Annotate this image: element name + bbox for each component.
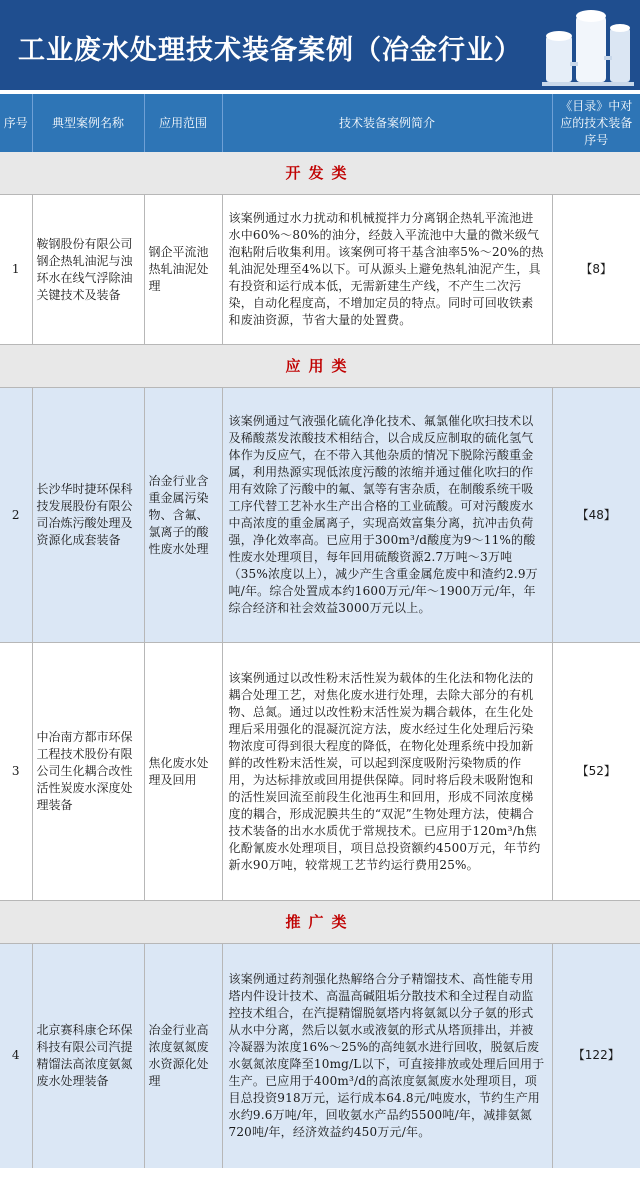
application-scope: 焦化废水处理及回用 (144, 643, 222, 901)
header-description: 技术装备案例简介 (222, 94, 552, 152)
table-row (0, 195, 640, 345)
water-tank-illustration (542, 6, 634, 86)
category-label: 推广类 (0, 901, 640, 944)
catalog-ref: 【8】 (552, 195, 640, 345)
catalog-ref: 【48】 (552, 388, 640, 643)
case-description: 该案例通过药剂强化热解络合分子精馏技术、高性能专用塔内件设计技术、高温高碱阻垢分散技术和全过程自动监控技术组合，在汽提精馏脱氨塔内将氨氮以分子氨的形式从水中分离，然后以氨水或液氨的形式从塔顶排出，并被冷凝器为浓度16%～25%的高纯氨水进行回收，脱氨后废水氨氮浓度降至10mg/L以下，可直接排放或处理后回用于生产。已应用于400m³/d的高浓度氨氮废水处理项目，项目总投资918万元，运行成本64.8元/吨废水，节约生产用水约9.6万吨/年，回收氨水产品约5500吨/年，减排氨氮720吨/年，经济效益约450万元/年。 (222, 944, 552, 1168)
case-table (0, 94, 640, 1168)
catalog-ref: 【122】 (552, 944, 640, 1168)
case-description: 该案例通过水力扰动和机械搅拌力分离钢企热轧平流池进水中60%～80%的油分，经鼓入平流池中大量的微米级气泡粘附后收集利用。该案例可将干基含油率5%～20%的热轧油泥处理至4%以下。可从源头上避免热轧油泥产生，具有投资和运行成本低，无需新建生产线，不产生二次污染，自动化程度高，不增加定员的特点。同时可回收铁素和废油资源，节省大量的处置费。 (222, 195, 552, 345)
header-catalog-ref: 《目录》中对应的技术装备序号 (552, 94, 640, 152)
header-case-name: 典型案例名称 (32, 94, 144, 152)
category-row (0, 901, 640, 944)
category-label: 应用类 (0, 345, 640, 388)
header-scope: 应用范围 (144, 94, 222, 152)
application-scope: 钢企平流池热轧油泥处理 (144, 195, 222, 345)
case-name: 鞍钢股份有限公司钢企热轧油泥与浊环水在线气浮除油关键技术及装备 (32, 195, 144, 345)
catalog-ref: 【52】 (552, 643, 640, 901)
page-title: 工业废水处理技术装备案例（冶金行业） (18, 35, 522, 66)
table-row (0, 388, 640, 643)
category-row (0, 152, 640, 195)
case-name: 长沙华时捷环保科技发展股份有限公司冶炼污酸处理及资源化成套装备 (32, 388, 144, 643)
table-row (0, 643, 640, 901)
category-label: 开发类 (0, 152, 640, 195)
table-header-row (0, 94, 640, 152)
row-index: 2 (0, 388, 32, 643)
case-name: 中冶南方都市环保工程技术股份有限公司生化耦合改性活性炭废水深度处理装备 (32, 643, 144, 901)
case-name: 北京赛科康仑环保科技有限公司汽提精馏法高浓度氨氮废水处理装备 (32, 944, 144, 1168)
row-index: 3 (0, 643, 32, 901)
category-row (0, 345, 640, 388)
case-description: 该案例通过气液强化硫化净化技术、氟氯催化吹扫技术以及稀酸蒸发浓酸技术相结合，以合成反应制取的硫化氢气体作为反应气，在不带入其他杂质的情况下脱除污酸重金属，利用热源实现低浓度污酸的浓缩并通过催化吹扫的作用有效除了污酸中的氟、氯等有害杂质，在制酸系统干吸工序代替工艺补水生产出合格的工业硫酸。可对污酸废水中高浓度的重金属离子，实现高效富集分离，抗冲击负荷强，净化效率高。已应用于300m³/d酸度为9～11%的酸性废水处理项目，每年回用硫酸资源2.7万吨～3万吨（35%浓度以上），减少产生含重金属危废中和渣约2.9万吨/年。综合处置成本约1600万元/年～1900万元/年，年综合经济和社会效益3000万元以上。 (222, 388, 552, 643)
header-index: 序号 (0, 94, 32, 152)
row-index: 4 (0, 944, 32, 1168)
table-row (0, 944, 640, 1168)
case-description: 该案例通过以改性粉末活性炭为载体的生化法和物化法的耦合处理工艺，对焦化废水进行处理，去除大部分的有机物、总氮。通过以改性粉末活性炭为耦合载体，在生化处理后采用强化的混凝沉淀方法，废水经过生化处理后污染物浓度可得到很大程度的降低，在物化处理系统中投加新鲜的改性粉末活性炭，可以起到深度吸附污染物质的作用，为达标排放或回用提供保障。同时将后段未吸附饱和的活性炭回流至前段生化池再生和回用，形成不同浓度梯度的耦合，形成泥膜共生的“双泥”生物处理方法，使耦合技术装备的出水水质优于常规技术。已应用于120m³/h焦化酚氰废水处理项目，项目总投资额约4500万元，年节约新水90万吨，较常规工艺节约运行费用25%。 (222, 643, 552, 901)
application-scope: 冶金行业高浓度氨氮废水资源化处理 (144, 944, 222, 1168)
row-index: 1 (0, 195, 32, 345)
application-scope: 冶金行业含重金属污染物、含氟、氯离子的酸性废水处理 (144, 388, 222, 643)
title-banner (0, 0, 640, 90)
